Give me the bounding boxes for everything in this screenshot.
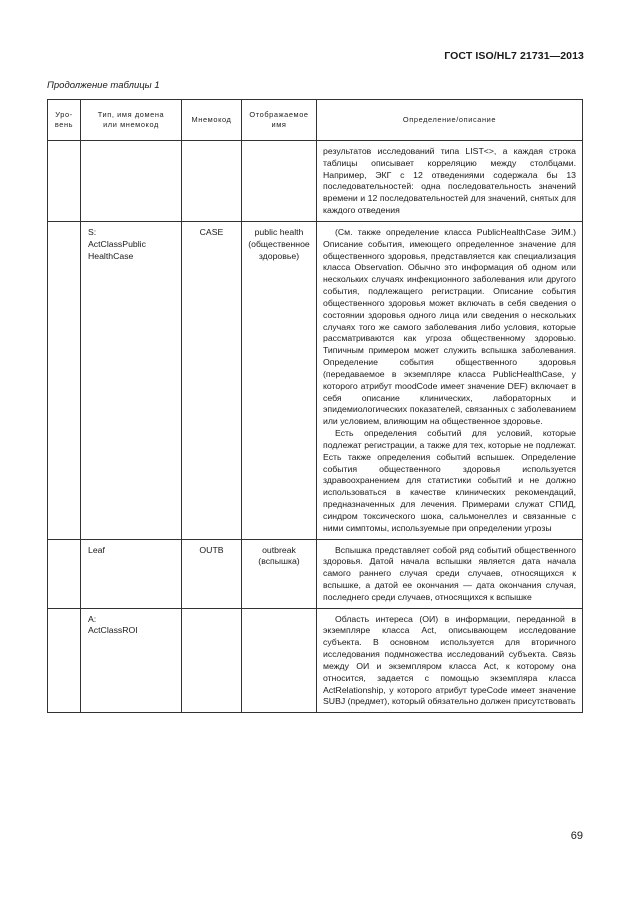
definition-paragraph: результатов исследований типа LIST<>, а каждая строка таблицы описывает корреляцию между столбцами. Например, ЭКГ с 12 отведениями содержала бы 13 последовательностей: одна последовательность значений времени и 12 последовательностей для значений, снятых для каждого отведения (323, 146, 576, 216)
mnemonic-cell: OUTB (182, 539, 242, 608)
header-type: Тип, имя домена или мнемокод (81, 100, 182, 141)
display-name-cell (242, 141, 317, 222)
definition-cell (317, 221, 583, 539)
mnemonic-cell (182, 608, 242, 713)
definition-cell (317, 539, 583, 608)
page-number: 69 (570, 830, 583, 842)
display-name-cell (242, 608, 317, 713)
level-cell (48, 221, 81, 539)
table-row (48, 608, 583, 713)
definition-cell (317, 608, 583, 713)
table-row (48, 141, 583, 222)
type-cell (81, 141, 182, 222)
level-cell (48, 539, 81, 608)
table-caption: Продолжение таблицы 1 (47, 80, 160, 91)
display-name-cell: outbreak (вспышка) (242, 539, 317, 608)
definition-paragraph: Область интереса (ОИ) в информации, переданной в экземпляре класса Act, описывающем исследование субъекта. В основном используется для вторичного исследования подмножества исследований субъекта. Связь между ОИ и экземпляром класса Act, к которому она относится, задается с помощью экземпляра класса ActRelationship, у которого атрибут typeCode имеет значение SUBJ (предмет), который обязательно должен присутствовать (323, 613, 576, 707)
definition-paragraph: (См. также определение класса PublicHealthCase ЭИМ.) Описание события, имеющего определенное значение для общественного здоровья, представляется как специализация класса Observation. Обычно это информация об одном или нескольких случаях инфекционного заболевания или другого события, подлежащего регистрации. Описание события общественного здоровья может включать в себя сведения о состоянии здоровья одного лица или сведения о нескольких случаях того же самого заболевания либо условия, которые рассматриваются как угроза общественному здоровью. Типичным примером может служить вспышка заболевания. Определение события общественного здоровья (передаваемое в экземпляре класса PublicHealthCase, у которого атрибут moodCode имеет значение DEF) включает в себя описание клинических, лабораторных и эпидемиологических показателей, связанных с заболеванием или условием, влияющим на общественное здоровье. (323, 226, 576, 427)
header-level: Уро- вень (48, 100, 81, 141)
type-cell: A: ActClassROI (81, 608, 182, 713)
type-cell: S: ActClassPublic HealthCase (81, 221, 182, 539)
header-display-name: Отображаемое имя (242, 100, 317, 141)
mnemonic-cell: CASE (182, 221, 242, 539)
header-definition: Определение/описание (317, 100, 583, 141)
data-table (47, 99, 583, 713)
definition-paragraph: Есть определения событий для условий, которые подлежат регистрации, а также для тех, которые не подлежат. Есть также определения событий вспышек. Определение события общественного здоровья используется здравоохранением для статистики событий и не должно использоваться в качестве клинических рекомендаций, предназначенных для лечения. Примерами служат СПИД, синдром токсического шока, сальмонеллез и связанные с ними симптомы, используемые при определении угрозы (323, 428, 576, 533)
standard-header: ГОСТ ISO/HL7 21731—2013 (444, 50, 584, 62)
header-mnemonic: Мнемокод (182, 100, 242, 141)
table-header-row (48, 100, 583, 141)
table-row (48, 539, 583, 608)
level-cell (48, 141, 81, 222)
mnemonic-cell (182, 141, 242, 222)
definition-paragraph: Вспышка представляет собой ряд событий общественного здоровья. Датой начала вспышки является дата начала самого раннего случая среди случаев, относящихся к вспышке, а датой ее окончания — дата окончания случая, последнего среди случаев, относящихся к вспышке (323, 544, 576, 602)
type-cell: Leaf (81, 539, 182, 608)
definition-cell (317, 141, 583, 222)
table-row (48, 221, 583, 539)
display-name-cell: public health (общественное здоровье) (242, 221, 317, 539)
level-cell (48, 608, 81, 713)
